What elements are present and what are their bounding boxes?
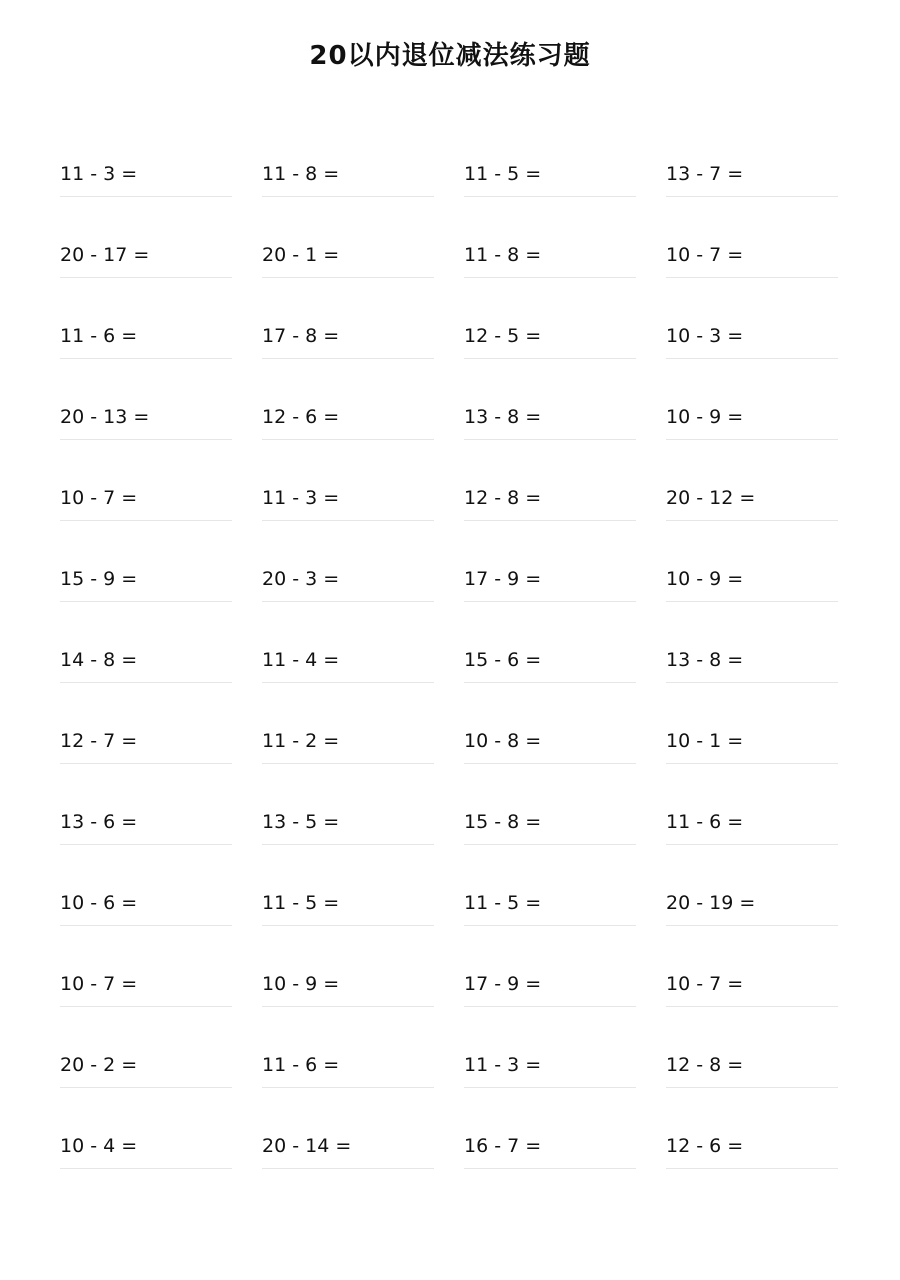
problem-cell — [666, 881, 838, 962]
problem-text: 11 - 5 = — [262, 892, 340, 914]
problem-text: 11 - 4 = — [262, 649, 340, 671]
answer-line — [666, 277, 838, 278]
problem-cell — [60, 395, 232, 476]
problem-cell — [464, 1043, 636, 1124]
problem-text: 11 - 8 = — [262, 163, 340, 185]
problem-text: 11 - 3 = — [60, 163, 138, 185]
answer-line — [262, 520, 434, 521]
problem-cell — [464, 557, 636, 638]
answer-line — [464, 763, 636, 764]
answer-line — [666, 1087, 838, 1088]
answer-line — [464, 601, 636, 602]
answer-line — [666, 439, 838, 440]
problem-cell — [666, 719, 838, 800]
problem-text: 20 - 13 = — [60, 406, 150, 428]
answer-line — [60, 1006, 232, 1007]
problem-cell — [464, 1124, 636, 1205]
worksheet-title: 20以内退位减法练习题 — [309, 41, 591, 71]
problem-text: 17 - 8 = — [262, 325, 340, 347]
problem-cell — [60, 962, 232, 1043]
problem-text: 12 - 6 = — [666, 1135, 744, 1157]
problem-text: 15 - 6 = — [464, 649, 542, 671]
problem-text: 13 - 7 = — [666, 163, 744, 185]
problem-cell — [262, 476, 434, 557]
problem-text: 10 - 7 = — [666, 244, 744, 266]
problem-cell — [464, 395, 636, 476]
problem-cell — [666, 152, 838, 233]
problem-text: 20 - 12 = — [666, 487, 756, 509]
problem-text: 10 - 9 = — [666, 406, 744, 428]
problem-text: 13 - 8 = — [666, 649, 744, 671]
answer-line — [666, 358, 838, 359]
problem-text: 10 - 9 = — [262, 973, 340, 995]
problem-cell — [464, 962, 636, 1043]
problem-cell — [666, 314, 838, 395]
problem-cell — [60, 800, 232, 881]
problem-text: 17 - 9 = — [464, 973, 542, 995]
answer-line — [666, 682, 838, 683]
problem-text: 12 - 8 = — [666, 1054, 744, 1076]
problem-cell — [464, 152, 636, 233]
answer-line — [666, 601, 838, 602]
problem-text: 20 - 1 = — [262, 244, 340, 266]
problem-text: 20 - 2 = — [60, 1054, 138, 1076]
problem-text: 10 - 1 = — [666, 730, 744, 752]
answer-line — [60, 358, 232, 359]
answer-line — [60, 1087, 232, 1088]
problem-text: 11 - 5 = — [464, 892, 542, 914]
problem-cell — [666, 395, 838, 476]
problem-cell — [60, 152, 232, 233]
problem-cell — [262, 233, 434, 314]
answer-line — [60, 682, 232, 683]
answer-line — [464, 844, 636, 845]
problem-text: 13 - 6 = — [60, 811, 138, 833]
problem-text: 17 - 9 = — [464, 568, 542, 590]
problem-cell — [60, 233, 232, 314]
problem-cell — [60, 476, 232, 557]
problem-text: 10 - 8 = — [464, 730, 542, 752]
problem-text: 10 - 6 = — [60, 892, 138, 914]
problem-cell — [60, 638, 232, 719]
problem-cell — [464, 638, 636, 719]
answer-line — [262, 439, 434, 440]
problem-text: 10 - 9 = — [666, 568, 744, 590]
problem-text: 11 - 2 = — [262, 730, 340, 752]
answer-line — [464, 358, 636, 359]
answer-line — [60, 601, 232, 602]
problem-cell — [666, 1124, 838, 1205]
problem-text: 10 - 7 = — [60, 973, 138, 995]
problem-text: 10 - 7 = — [666, 973, 744, 995]
problem-text: 15 - 8 = — [464, 811, 542, 833]
problem-cell — [262, 314, 434, 395]
answer-line — [262, 1087, 434, 1088]
problem-cell — [262, 638, 434, 719]
problem-cell — [262, 1043, 434, 1124]
problem-cell — [666, 557, 838, 638]
problem-cell — [464, 476, 636, 557]
problem-text: 11 - 8 = — [464, 244, 542, 266]
problem-cell — [262, 881, 434, 962]
problem-text: 10 - 3 = — [666, 325, 744, 347]
answer-line — [464, 1087, 636, 1088]
answer-line — [666, 196, 838, 197]
answer-line — [60, 439, 232, 440]
answer-line — [262, 196, 434, 197]
problem-text: 13 - 8 = — [464, 406, 542, 428]
answer-line — [262, 763, 434, 764]
problem-text: 12 - 6 = — [262, 406, 340, 428]
problem-cell — [60, 719, 232, 800]
answer-line — [262, 925, 434, 926]
answer-line — [464, 925, 636, 926]
problem-cell — [262, 1124, 434, 1205]
problem-cell — [60, 1124, 232, 1205]
answer-line — [262, 601, 434, 602]
answer-line — [666, 763, 838, 764]
problem-text: 11 - 6 = — [60, 325, 138, 347]
answer-line — [464, 1168, 636, 1169]
problem-text: 16 - 7 = — [464, 1135, 542, 1157]
answer-line — [60, 520, 232, 521]
problem-text: 11 - 6 = — [262, 1054, 340, 1076]
answer-line — [262, 1168, 434, 1169]
problem-text: 12 - 7 = — [60, 730, 138, 752]
answer-line — [666, 520, 838, 521]
problem-cell — [262, 962, 434, 1043]
answer-line — [464, 196, 636, 197]
problem-cell — [666, 638, 838, 719]
problem-text: 20 - 3 = — [262, 568, 340, 590]
problem-text: 10 - 7 = — [60, 487, 138, 509]
answer-line — [464, 682, 636, 683]
answer-line — [262, 682, 434, 683]
answer-line — [464, 1006, 636, 1007]
answer-line — [666, 844, 838, 845]
problem-cell — [666, 962, 838, 1043]
answer-line — [262, 358, 434, 359]
problem-text: 12 - 8 = — [464, 487, 542, 509]
problem-text: 11 - 3 = — [262, 487, 340, 509]
answer-line — [464, 277, 636, 278]
problem-cell — [464, 719, 636, 800]
problem-text: 11 - 3 = — [464, 1054, 542, 1076]
problem-cell — [60, 314, 232, 395]
problem-cell — [464, 233, 636, 314]
problem-text: 13 - 5 = — [262, 811, 340, 833]
problem-text: 12 - 5 = — [464, 325, 542, 347]
problem-text: 11 - 6 = — [666, 811, 744, 833]
problem-cell — [464, 881, 636, 962]
problem-cell — [262, 800, 434, 881]
answer-line — [60, 763, 232, 764]
problem-cell — [262, 557, 434, 638]
answer-line — [60, 844, 232, 845]
answer-line — [60, 1168, 232, 1169]
answer-line — [262, 844, 434, 845]
problem-cell — [464, 800, 636, 881]
answer-line — [262, 1006, 434, 1007]
problem-cell — [464, 314, 636, 395]
problem-text: 15 - 9 = — [60, 568, 138, 590]
answer-line — [60, 277, 232, 278]
answer-line — [60, 925, 232, 926]
answer-line — [262, 277, 434, 278]
problem-text: 20 - 19 = — [666, 892, 756, 914]
problem-grid — [60, 152, 850, 1205]
problem-text: 10 - 4 = — [60, 1135, 138, 1157]
problem-cell — [60, 881, 232, 962]
problem-cell — [262, 719, 434, 800]
problem-cell — [666, 800, 838, 881]
problem-text: 20 - 14 = — [262, 1135, 352, 1157]
answer-line — [464, 439, 636, 440]
answer-line — [666, 1168, 838, 1169]
problem-cell — [666, 233, 838, 314]
problem-cell — [262, 395, 434, 476]
answer-line — [60, 196, 232, 197]
problem-text: 14 - 8 = — [60, 649, 138, 671]
answer-line — [464, 520, 636, 521]
problem-cell — [60, 557, 232, 638]
problem-cell — [60, 1043, 232, 1124]
problem-cell — [666, 476, 838, 557]
problem-cell — [666, 1043, 838, 1124]
answer-line — [666, 1006, 838, 1007]
answer-line — [666, 925, 838, 926]
problem-text: 11 - 5 = — [464, 163, 542, 185]
problem-cell — [262, 152, 434, 233]
problem-text: 20 - 17 = — [60, 244, 150, 266]
